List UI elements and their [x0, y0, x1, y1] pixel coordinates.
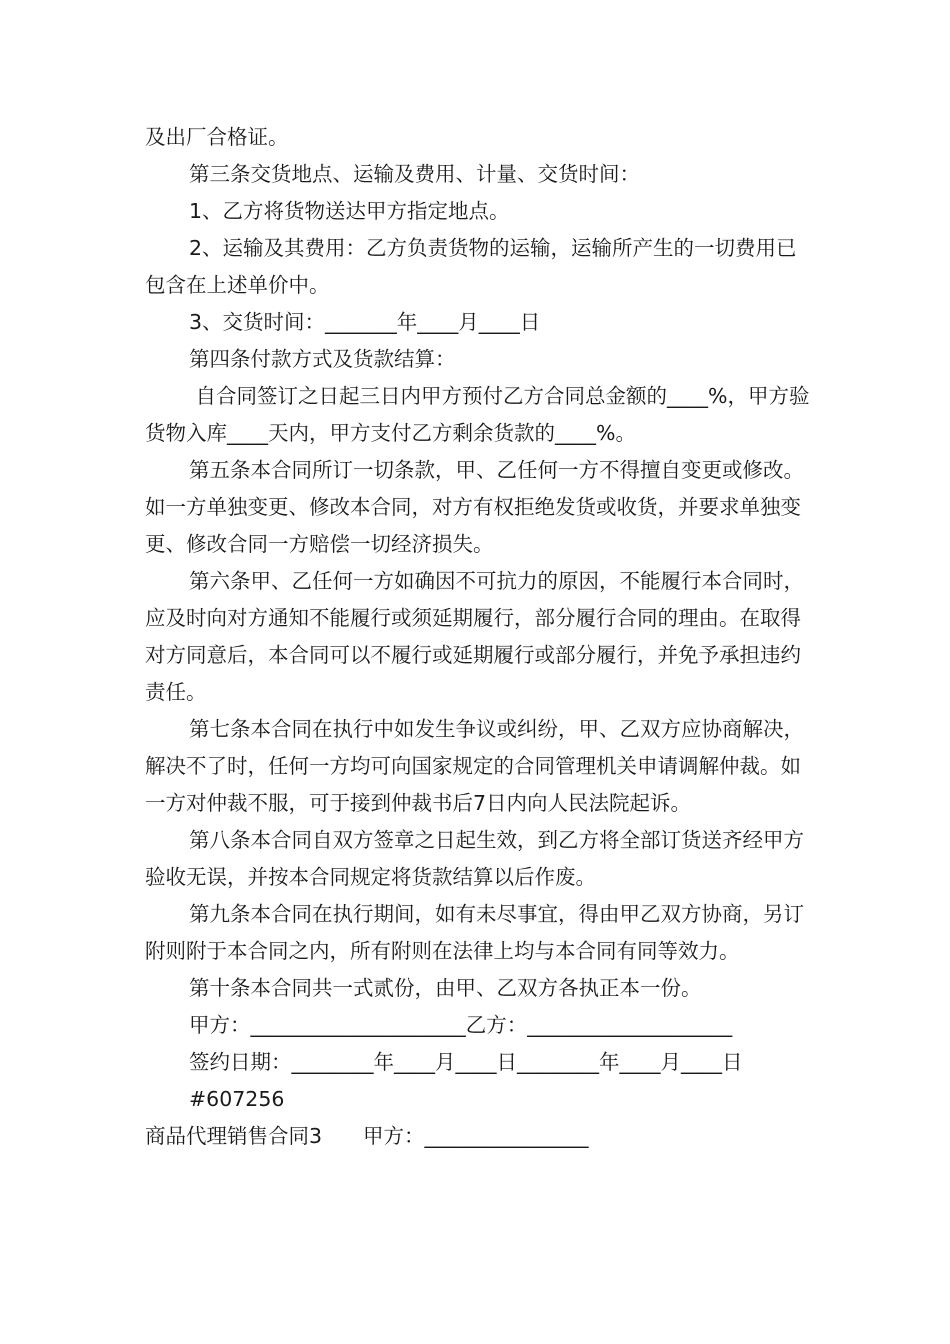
next-contract-heading: 商品代理销售合同3 甲方：________________ [145, 1124, 589, 1148]
article-10: 第十条本合同共一式贰份，由甲、乙双方各执正本一份。 [189, 976, 702, 1000]
document-number: #607256 [189, 1087, 285, 1111]
article-3-title: 第三条交货地点、运输及费用、计量、交货时间： [189, 162, 640, 186]
article-9: 第九条本合同在执行期间，如有未尽事宜，得由甲乙双方协商，另订附则附于本合同之内，所有附则在法律上均与本合同有同等效力。 [145, 902, 804, 963]
article-8: 第八条本合同自双方签章之日起生效，到乙方将全部订货送齐经甲方验收无误，并按本合同规定将货款结算以后作废。 [145, 828, 804, 889]
signature-dates-line: 签约日期：________年____月____日________年____月____日 [189, 1050, 743, 1074]
article-7: 第七条本合同在执行中如发生争议或纠纷，甲、乙双方应协商解决，解决不了时，任何一方均可向国家规定的合同管理机关申请调解仲裁。如一方对仲裁不服，可于接到仲裁书后7日内向人民法院起诉。 [145, 717, 804, 815]
signature-parties-line: 甲方：_____________________乙方：____________________ [189, 1013, 733, 1037]
article-4-body: 自合同签订之日起三日内甲方预付乙方合同总金额的____%，甲方验货物入库____天内，甲方支付乙方剩余货款的____%。 [145, 384, 810, 445]
article-5: 第五条本合同所订一切条款，甲、乙任何一方不得擅自变更或修改。如一方单独变更、修改本合同，对方有权拒绝发货或收货，并要求单独变更、修改合同一方赔偿一切经济损失。 [145, 458, 804, 556]
document-body [145, 119, 813, 1155]
article-4-title: 第四条付款方式及货款结算： [189, 347, 456, 371]
article-3-item-2: 2、运输及其费用：乙方负责货物的运输，运输所产生的一切费用已包含在上述单价中。 [145, 236, 797, 297]
article-3-item-1: 1、乙方将货物送达甲方指定地点。 [189, 199, 510, 223]
article-6: 第六条甲、乙任何一方如确因不可抗力的原因，不能履行本合同时，应及时向对方通知不能履行或须延期履行，部分履行合同的理由。在取得对方同意后，本合同可以不履行或延期履行或部分履行，并免予承担违约责任。 [145, 569, 804, 704]
paragraph-continued: 及出厂合格证。 [145, 125, 289, 149]
article-3-item-3: 3、交货时间：_______年____月____日 [189, 310, 541, 334]
